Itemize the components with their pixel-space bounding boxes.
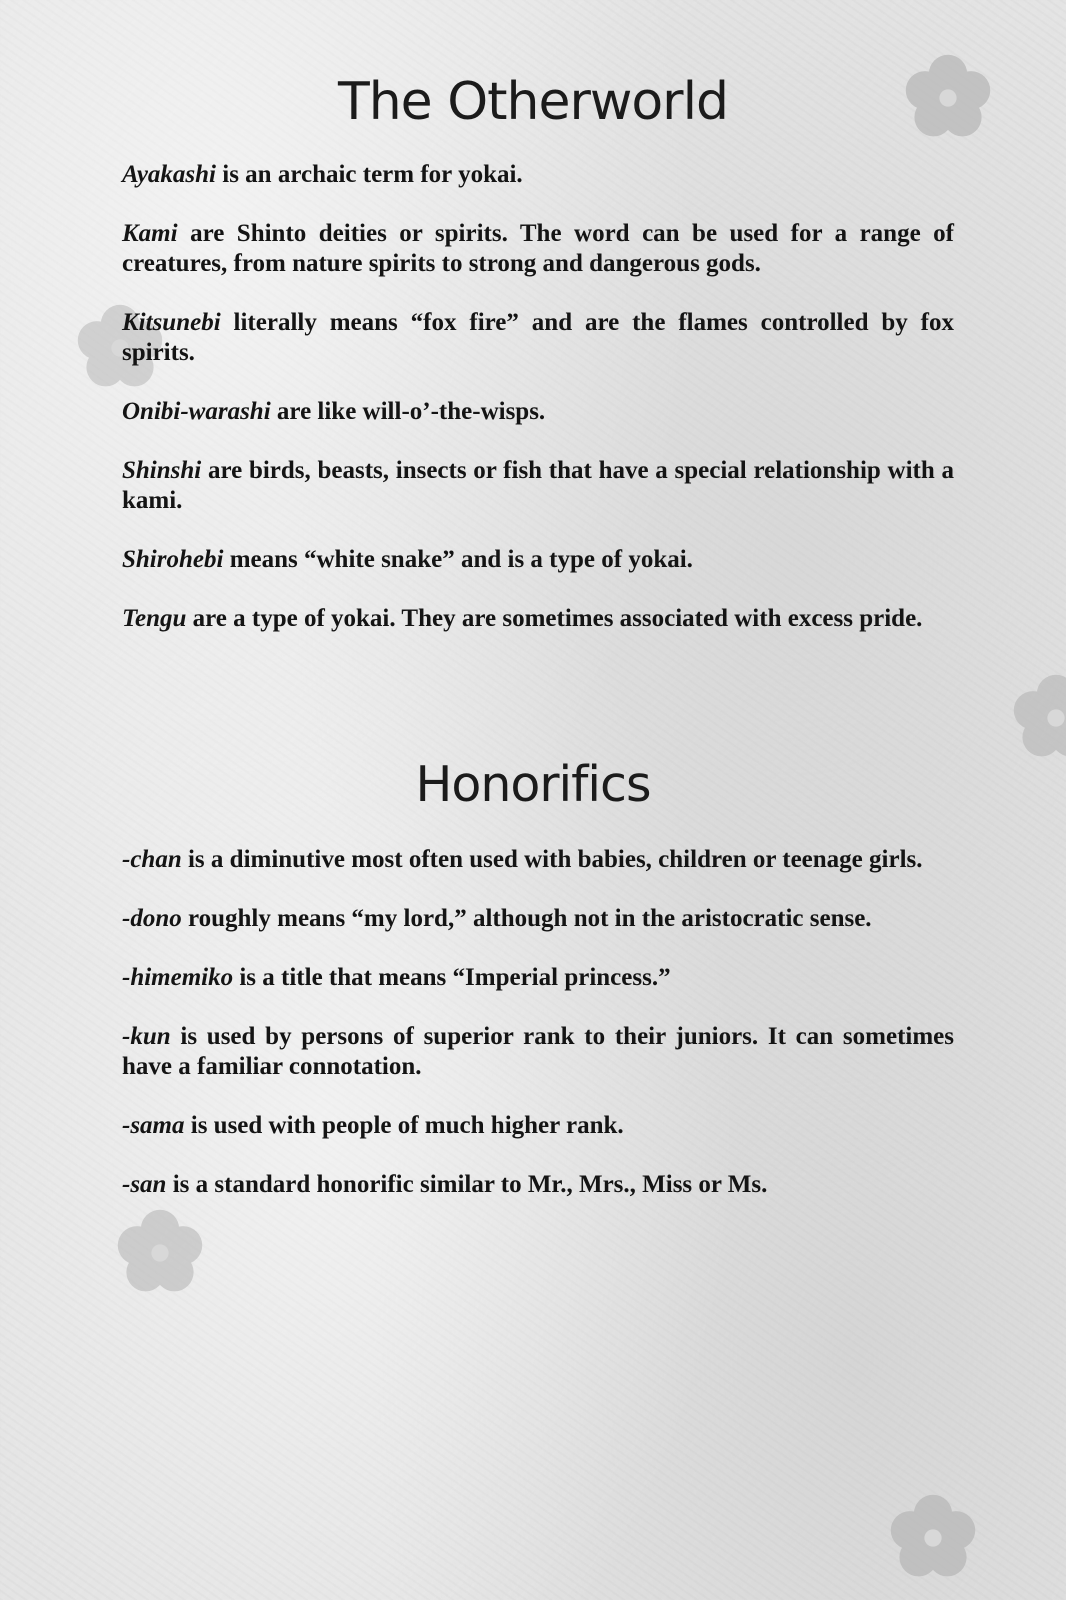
glossary-definition: are like will-o’-the-wisps. — [270, 398, 546, 425]
glossary-term: -sama — [122, 1112, 185, 1139]
glossary-entry — [122, 456, 954, 516]
glossary-definition: is an archaic term for yokai. — [216, 161, 523, 188]
plum-blossom-icon — [885, 1490, 981, 1586]
glossary-definition: literally means “fox fire” and are the flames controlled by fox spirits. — [122, 309, 954, 366]
glossary-list-otherworld — [122, 160, 954, 663]
glossary-definition: is a title that means “Imperial princess.” — [233, 964, 671, 991]
glossary-entry — [122, 845, 954, 875]
glossary-term: Shirohebi — [122, 546, 224, 573]
glossary-entry — [122, 904, 954, 934]
glossary-definition: is used by persons of superior rank to their juniors. It can sometimes have a familiar connotation. — [122, 1023, 954, 1080]
glossary-entry — [122, 1170, 954, 1200]
glossary-definition: is a diminutive most often used with babies, children or teenage girls. — [181, 846, 923, 873]
glossary-term: Kami — [122, 220, 178, 247]
glossary-definition: means “white snake” and is a type of yokai. — [223, 546, 693, 573]
glossary-entry — [122, 160, 954, 190]
glossary-entry — [122, 308, 954, 368]
glossary-entry — [122, 963, 954, 993]
glossary-entry — [122, 219, 954, 279]
glossary-term: Shinshi — [122, 457, 202, 484]
glossary-term: -san — [122, 1171, 167, 1198]
section-heading-honorifics: Honorifics — [415, 756, 651, 813]
glossary-term: Onibi-warashi — [122, 398, 271, 425]
glossary-entry — [122, 1022, 954, 1082]
glossary-definition: is used with people of much higher rank. — [184, 1112, 624, 1139]
glossary-term: -kun — [122, 1023, 171, 1050]
glossary-definition: are birds, beasts, insects or fish that have a special relationship with a kami. — [122, 457, 954, 514]
glossary-term: Ayakashi — [122, 161, 216, 188]
glossary-term: -himemiko — [122, 964, 234, 991]
glossary-entry — [122, 1111, 954, 1141]
glossary-list-honorifics — [122, 845, 954, 1229]
glossary-definition: are a type of yokai. They are sometimes associated with excess pride. — [186, 605, 923, 632]
glossary-term: -chan — [122, 846, 182, 873]
glossary-entry — [122, 545, 954, 575]
plum-blossom-icon — [1008, 670, 1066, 766]
section-heading-otherworld: The Otherworld — [337, 72, 729, 132]
glossary-term: Kitsunebi — [122, 309, 221, 336]
glossary-term: Tengu — [122, 605, 187, 632]
glossary-term: -dono — [122, 905, 182, 932]
glossary-entry — [122, 604, 954, 634]
glossary-definition: is a standard honorific similar to Mr., Mrs., Miss or Ms. — [166, 1171, 768, 1198]
glossary-definition: roughly means “my lord,” although not in the aristocratic sense. — [181, 905, 872, 932]
glossary-definition: are Shinto deities or spirits. The word can be used for a range of creatures, from nature spirits to strong and dangerous gods. — [122, 220, 954, 277]
glossary-entry — [122, 397, 954, 427]
